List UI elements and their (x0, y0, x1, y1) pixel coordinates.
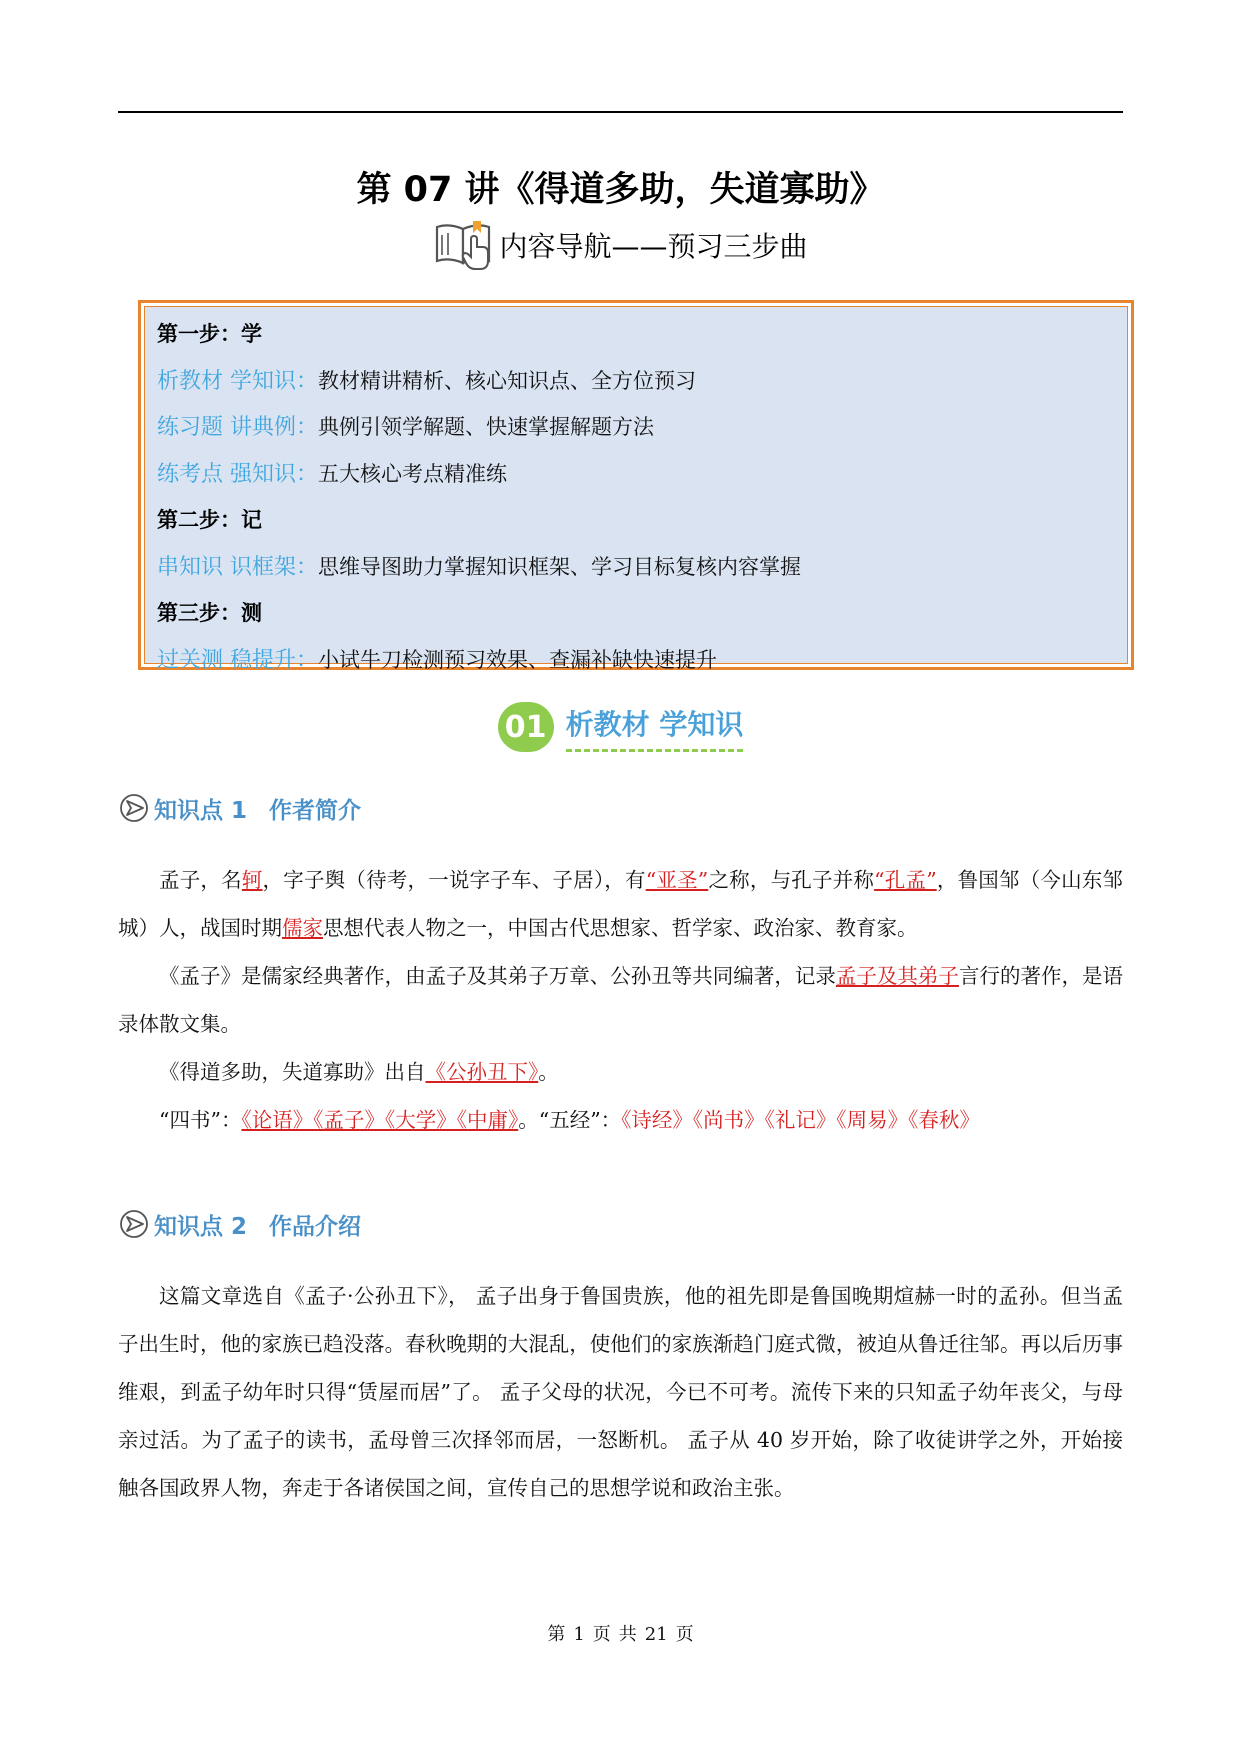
subtitle-row (0, 217, 1241, 273)
highlight: 孟子及其弟子 (835, 964, 959, 988)
page-footer (0, 1620, 1241, 1646)
text-run: 。 (538, 1060, 559, 1084)
section-number-badge: 01 (498, 702, 554, 752)
nav-step-1: 第一步：学 (157, 322, 262, 346)
highlight: “孔孟” (874, 868, 937, 892)
knowledge-point-label: 知识点 1 (154, 797, 248, 824)
knowledge-point-title: 作者简介 (269, 797, 362, 824)
text-run: 《得道多助，失道寡助》出自 (159, 1060, 426, 1084)
nav-row (157, 358, 1115, 405)
paragraph (118, 952, 1123, 1048)
total-pages: 21 (644, 1624, 668, 1645)
footer-text: 第 (547, 1624, 566, 1645)
footer-text: 页 (592, 1624, 611, 1645)
content-navigation-inner (144, 306, 1128, 673)
nav-row-desc: 典例引领学解题、快速掌握解题方法 (318, 415, 654, 439)
page-subtitle: 内容导航——预习三步曲 (499, 230, 808, 263)
highlight: 《论语》《孟子》《大学》《中庸》 (241, 1108, 519, 1132)
text-run: “四书”： (159, 1108, 242, 1132)
arrow-circle-icon (118, 791, 152, 825)
nav-row-desc: 五大核心考点精准练 (318, 461, 507, 486)
page-title: 第 07 讲《得道多助，失道寡助》 (356, 170, 885, 210)
text-run: ，鲁国邹（今山东邹城）人，战国时期 (118, 868, 1124, 940)
nav-row-key: 练考点 强知识： (157, 461, 318, 487)
knowledge-point-heading (118, 1206, 361, 1242)
paragraph (118, 1048, 1123, 1096)
section-heading (0, 692, 1241, 762)
text-run: 之称，与孔子并称 (708, 868, 875, 892)
text-run: 孟子，名 (159, 868, 242, 892)
text-run: 言行的著作，是语录体散文集。 (118, 964, 1124, 1036)
nav-row-desc: 教材精讲精析、核心知识点、全方位预习 (318, 368, 696, 393)
text-run: 思想代表人物之一，中国古代思想家、哲学家、政治家、教育家。 (323, 916, 918, 940)
nav-row (157, 544, 1115, 591)
paragraph (118, 1096, 1123, 1144)
nav-step-3: 第三步：测 (157, 601, 262, 625)
footer-text: 共 (618, 1624, 637, 1645)
knowledge-point-heading (118, 790, 361, 826)
highlight: 儒家 (282, 916, 323, 940)
arrow-circle-icon (118, 1207, 152, 1241)
nav-row (157, 637, 1115, 684)
paragraph: 这篇文章选自《孟子·公孙丑下》， 孟子出身于鲁国贵族，他的祖先即是鲁国晚期煊赫一时的孟孙。但当孟子出生时，他的家族已趋没落。春秋晚期的大混乱，使他们的家族渐趋门庭式微，被迫从鲁迁往邹。再以后历事维艰，到孟子幼年时只得“赁屋而居”了。 孟子父母的状况，今已不可考。流传下来的只知孟子幼年丧父，与母亲过活。为了孟子的读书，孟母曾三次择邻而居，一怒断机。 孟子从 40 岁开始，除了收徒讲学之外，开始接触各国政界人物，奔走于各诸侯国之间，宣传自己的思想学说和政治主张。 (118, 1284, 1123, 1500)
highlight: “亚圣” (645, 868, 709, 892)
top-rule (118, 111, 1123, 113)
text-run: 《孟子》是儒家经典著作，由孟子及其弟子万章、公孙丑等共同编著，记录 (159, 964, 836, 988)
highlight: 《公孙丑下》 (425, 1060, 539, 1084)
nav-row-desc: 思维导图助力掌握知识框架、学习目标复核内容掌握 (318, 554, 801, 579)
footer-text: 页 (675, 1624, 694, 1645)
paragraph (118, 856, 1123, 952)
nav-row-key: 串知识 识框架： (157, 554, 318, 580)
nav-step-2: 第二步：记 (157, 508, 262, 532)
nav-row-key: 练习题 讲典例： (157, 415, 318, 440)
section-title: 析教材 学知识 (566, 703, 744, 752)
page-number: 1 (573, 1624, 585, 1645)
nav-row-key: 析教材 学知识： (157, 368, 318, 394)
content-navigation-box (138, 300, 1134, 673)
text-run: 。“五经”： (518, 1108, 622, 1132)
nav-row-key: 过关测 稳提升： (157, 647, 318, 673)
text-run: ，字子舆（待考，一说字子车、子居），有 (262, 868, 646, 892)
book-pointer-icon (433, 217, 497, 273)
nav-row (157, 404, 1115, 451)
highlight: 轲 (241, 868, 263, 892)
nav-row (157, 451, 1115, 498)
highlight: 《诗经》《尚书》《礼记》《周易》《春秋》 (621, 1108, 980, 1132)
nav-row-desc: 小试牛刀检测预习效果、查漏补缺快速提升 (318, 647, 717, 672)
knowledge-point-title: 作品介绍 (269, 1213, 362, 1240)
work-intro-text (118, 1272, 1123, 1512)
knowledge-point-label: 知识点 2 (154, 1213, 248, 1240)
author-intro-text (118, 856, 1123, 1144)
